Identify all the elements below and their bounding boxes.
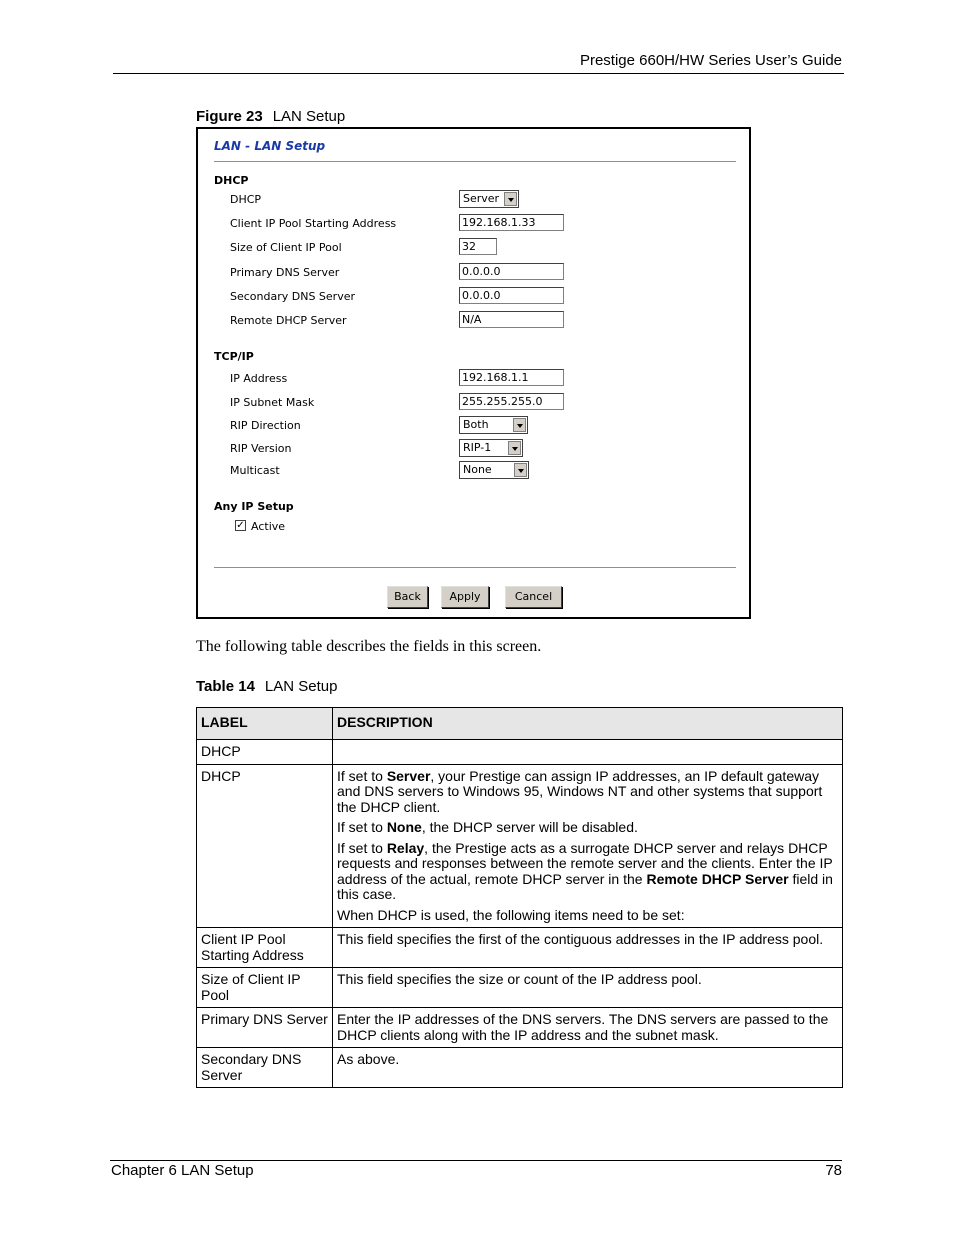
any-ip-active-label: Active bbox=[251, 520, 286, 533]
lan-setup-screenshot bbox=[196, 127, 751, 619]
row-label: DHCP bbox=[197, 739, 333, 764]
table-caption-text: LAN Setup bbox=[264, 678, 338, 695]
multicast-select[interactable] bbox=[459, 461, 529, 479]
back-button[interactable]: Back bbox=[387, 586, 428, 608]
row-description: Enter the IP addresses of the DNS servers. The DNS servers are passed to the DHCP clients along with the IP address and the subnet mask. bbox=[333, 1008, 843, 1048]
rip-version-select[interactable] bbox=[459, 439, 523, 457]
primary-dns-label: Primary DNS Server bbox=[230, 266, 340, 279]
rip-direction-value: Both bbox=[463, 418, 489, 431]
ip-subnet-mask-label: IP Subnet Mask bbox=[230, 396, 315, 409]
cancel-button[interactable]: Cancel bbox=[505, 586, 562, 608]
lan-setup-description-table bbox=[196, 707, 843, 1088]
checkmark-icon: ✓ bbox=[236, 520, 245, 531]
title-divider bbox=[214, 161, 736, 162]
row-label: Primary DNS Server bbox=[197, 1008, 333, 1048]
description-paragraph bbox=[337, 841, 838, 903]
dhcp-mode-value: Server bbox=[463, 192, 500, 205]
footer-chapter: Chapter 6 LAN Setup bbox=[111, 1162, 254, 1179]
row-description: This field specifies the first of the contiguous addresses in the IP address pool. bbox=[333, 928, 843, 968]
figure-caption bbox=[196, 108, 345, 125]
text-run: , the Prestige acts as a surrogate DHCP server and relays DHCP requests and responses between the remote server and the clients. Enter the IP address of the actual, remote DHCP server in the bbox=[337, 839, 833, 887]
row-label: DHCP bbox=[197, 764, 333, 928]
table-row bbox=[197, 1008, 843, 1048]
remote-dhcp-server-label: Remote DHCP Server bbox=[230, 314, 347, 327]
description-paragraph bbox=[337, 820, 838, 836]
text-run: field in this case. bbox=[337, 870, 833, 902]
description-paragraph bbox=[337, 769, 838, 816]
figure-caption-label: Figure 23 bbox=[196, 108, 263, 125]
table-row bbox=[197, 764, 843, 928]
row-label: Client IP Pool Starting Address bbox=[197, 928, 333, 968]
table-caption bbox=[196, 678, 337, 695]
chevron-down-icon[interactable] bbox=[504, 192, 517, 206]
ip-address-input[interactable]: 192.168.1.1 bbox=[459, 369, 564, 386]
ip-address-label: IP Address bbox=[230, 372, 288, 385]
chevron-down-icon[interactable] bbox=[513, 418, 526, 432]
buttons-divider bbox=[214, 567, 736, 568]
table-row bbox=[197, 1048, 843, 1088]
table-row bbox=[197, 968, 843, 1008]
row-description bbox=[333, 739, 843, 764]
page-number: 78 bbox=[825, 1162, 842, 1179]
dhcp-mode-select[interactable] bbox=[459, 190, 519, 208]
rip-version-label: RIP Version bbox=[230, 442, 292, 455]
dhcp-section-heading: DHCP bbox=[214, 174, 249, 187]
bold-term: Relay bbox=[386, 839, 425, 856]
bold-term: Server bbox=[386, 767, 431, 784]
ip-subnet-mask-input[interactable]: 255.255.255.0 bbox=[459, 393, 564, 410]
rip-direction-select[interactable] bbox=[459, 416, 528, 434]
client-ip-pool-start-label: Client IP Pool Starting Address bbox=[230, 217, 397, 230]
figure-caption-text: LAN Setup bbox=[272, 108, 346, 125]
dhcp-mode-label: DHCP bbox=[230, 193, 262, 206]
text-run: , the DHCP server will be disabled. bbox=[421, 819, 638, 835]
primary-dns-input[interactable]: 0.0.0.0 bbox=[459, 263, 564, 280]
row-description bbox=[333, 764, 843, 928]
tcpip-section-heading: TCP/IP bbox=[214, 350, 254, 363]
text-run: If set to bbox=[337, 819, 387, 835]
chevron-down-icon[interactable] bbox=[508, 441, 521, 455]
bold-term: None bbox=[386, 819, 422, 835]
intro-paragraph: The following table describes the fields in this screen. bbox=[196, 638, 542, 655]
table-caption-label: Table 14 bbox=[196, 678, 255, 695]
remote-dhcp-server-input[interactable]: N/A bbox=[459, 311, 564, 328]
text-run: If set to bbox=[337, 839, 387, 856]
row-label: Secondary DNS Server bbox=[197, 1048, 333, 1088]
bold-term: Remote DHCP Server bbox=[646, 870, 789, 887]
table-header-row bbox=[197, 708, 843, 740]
client-ip-pool-size-input[interactable]: 32 bbox=[459, 238, 497, 255]
client-ip-pool-size-label: Size of Client IP Pool bbox=[230, 241, 342, 254]
row-description: As above. bbox=[333, 1048, 843, 1088]
client-ip-pool-start-input[interactable]: 192.168.1.33 bbox=[459, 214, 564, 231]
any-ip-active-checkbox[interactable] bbox=[235, 520, 246, 531]
row-description: This field specifies the size or count of the IP address pool. bbox=[333, 968, 843, 1008]
multicast-value: None bbox=[463, 463, 492, 476]
chevron-down-icon[interactable] bbox=[514, 463, 527, 477]
row-label: Size of Client IP Pool bbox=[197, 968, 333, 1008]
secondary-dns-label: Secondary DNS Server bbox=[230, 290, 356, 303]
footer-divider bbox=[110, 1160, 842, 1161]
secondary-dns-input[interactable]: 0.0.0.0 bbox=[459, 287, 564, 304]
running-header: Prestige 660H/HW Series User’s Guide bbox=[579, 52, 842, 69]
table-row bbox=[197, 739, 843, 764]
any-ip-section-heading: Any IP Setup bbox=[214, 500, 294, 513]
screen-title: LAN - LAN Setup bbox=[214, 139, 326, 153]
header-divider bbox=[113, 73, 844, 74]
rip-version-value: RIP-1 bbox=[463, 441, 492, 454]
description-column-header: DESCRIPTION bbox=[333, 708, 843, 740]
description-paragraph: When DHCP is used, the following items need to be set: bbox=[337, 906, 685, 923]
text-run: If set to bbox=[337, 767, 387, 784]
apply-button[interactable]: Apply bbox=[441, 586, 489, 608]
label-column-header: LABEL bbox=[197, 708, 333, 740]
table-row bbox=[197, 928, 843, 968]
multicast-label: Multicast bbox=[230, 464, 280, 477]
rip-direction-label: RIP Direction bbox=[230, 419, 301, 432]
text-run: , your Prestige can assign IP addresses, an IP default gateway and DNS servers to Windows 95, Windows NT and other systems that support the DHCP client. bbox=[337, 767, 823, 815]
